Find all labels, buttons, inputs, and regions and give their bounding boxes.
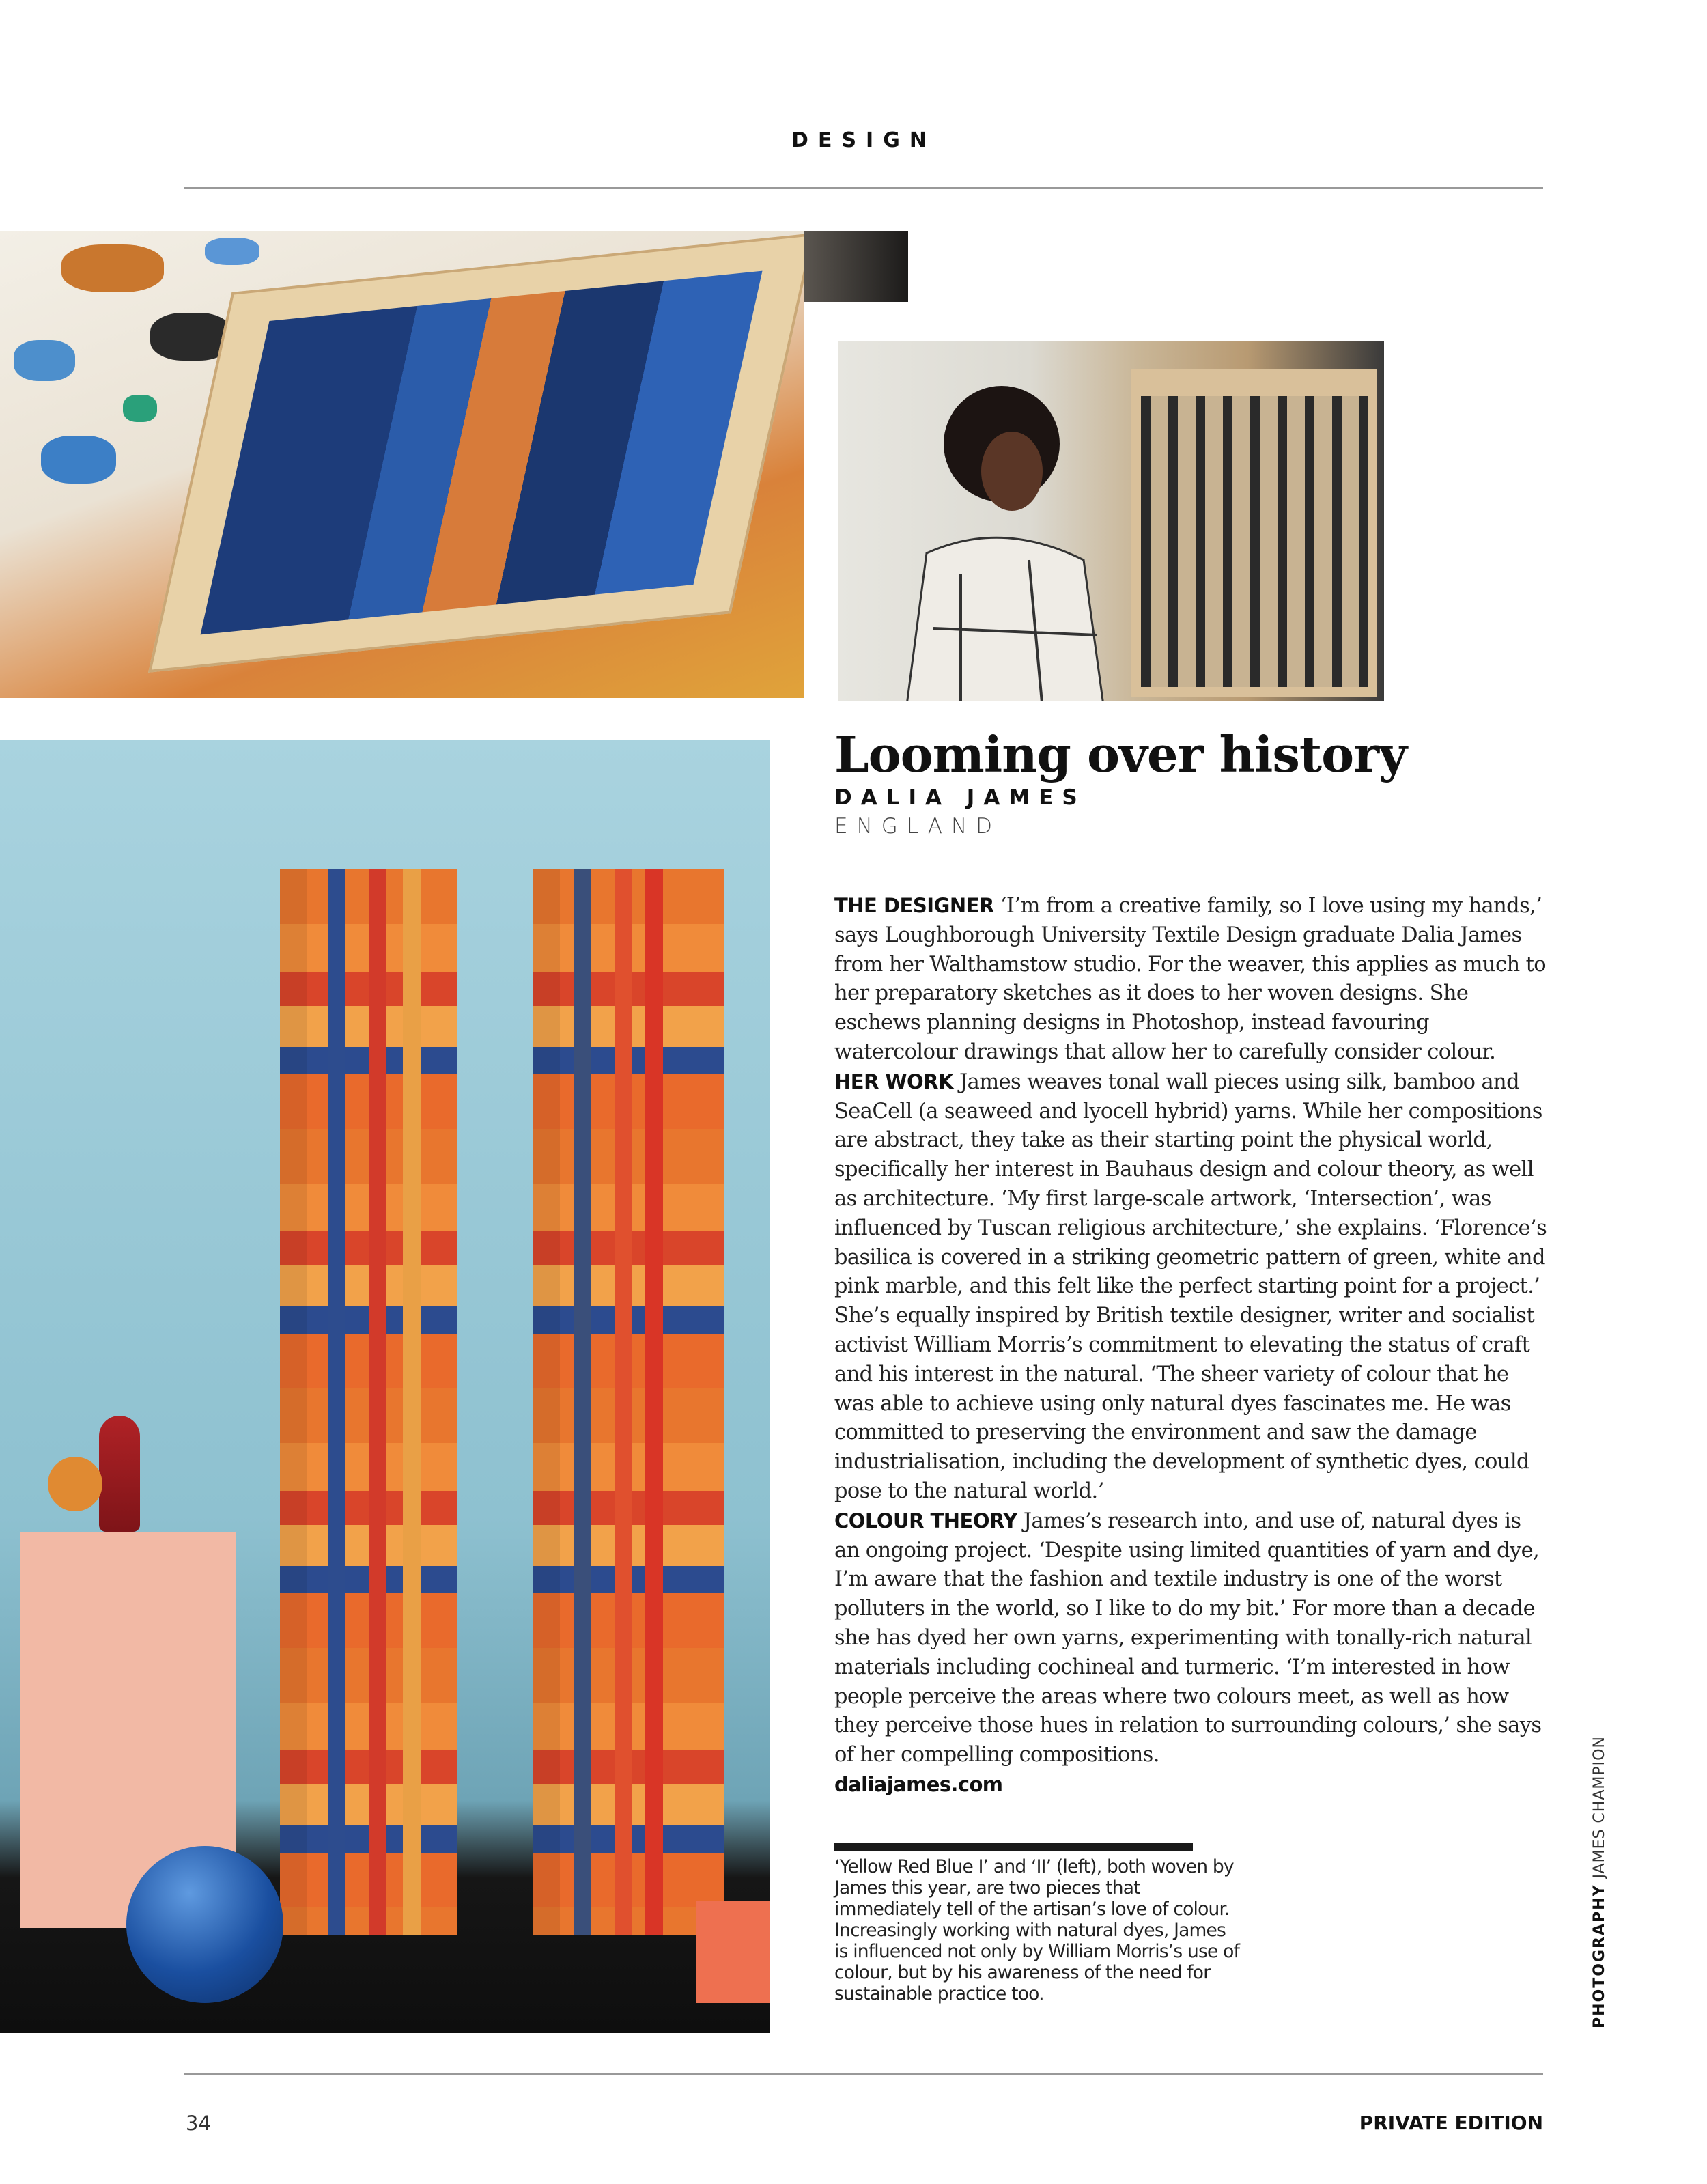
paragraph-colour-theory: [834, 1507, 1551, 1770]
woven-piece-yellow-red-blue-ii: [533, 869, 724, 1935]
paragraph-her-work: [834, 1067, 1551, 1507]
designer-name: DALIA JAMES: [834, 785, 1086, 810]
publication-name: PRIVATE EDITION: [1359, 2112, 1543, 2134]
paragraph-the-designer: [834, 891, 1551, 1067]
section-heading: DESIGN: [791, 128, 936, 152]
article-body: [834, 891, 1551, 1800]
red-vase: [99, 1416, 140, 1532]
paragraph-text: James weaves tonal wall pieces using silk, bamboo and SeaCell (a seaweed and lyocell hybrid) yarns. While her compositions are abstract, they take as their starting point the physical world, specifically her interest in Bauhaus design and colour theory, as well as architecture. ‘My first large-scale artwork, ‘Intersection’, was influenced by Tuscan religious architecture,’ she explains. ‘Florence’s basilica is covered in a striking geometric pattern of green, white and pink marble, and this felt like the perfect starting point for a project.’ She’s equally inspired by British textile designer, writer and socialist activist William Morris’s commitment to elevating the status of craft and his interest in the natural. ‘The sheer variety of colour that he was able to achieve using only natural dyes fascinates me. He was committed to preserving the environment and saw the damage industrialisation, including the development of synthetic dyes, could pose to the natural world.’: [834, 1069, 1547, 1503]
photo-caption: ‘Yellow Red Blue I’ and ‘II’ (left), both woven by James this year, are two pieces that immediately tell of the artisan’s love of colour. Increasingly working with natural dyes, James is influenced not only by William Morris’s use of colour, but by his awareness of the need for sustainable practice too.: [834, 1856, 1240, 2004]
designer-country: ENGLAND: [834, 814, 1002, 839]
orange-disc: [48, 1457, 102, 1511]
paragraph-text: ‘I’m from a creative family, so I love using my hands,’ says Loughborough University Textile Design graduate Dalia James from her Walthamstow studio. For the weaver, this applies as much to her preparatory sketches as it does to her woven designs. She eschews planning designs in Photoshop, instead favouring watercolour drawings that allow her to carefully consider colour.: [834, 894, 1547, 1064]
caption-bar: [834, 1843, 1193, 1851]
photo-woven-pillars: [0, 740, 770, 2033]
designer-figure: [879, 369, 1125, 701]
photo-credit: [1591, 1736, 1608, 2028]
paragraph-text: James’s research into, and use of, natural dyes is an ongoing project. ‘Despite using limited quantities of yarn and dye, I’m aware that the fashion and textile industry is one of the worst polluters in the world, so I like to do my bit.’ For more than a decade she has dyed her own yarns, experimenting with tonally-rich natural materials including cochineal and turmeric. ‘I’m interested in how people perceive the areas where two colours meet, as well as how they perceive those hues in relation to surrounding colours,’ she says of her compelling compositions.: [834, 1509, 1542, 1767]
photo-corner-extension: [804, 231, 908, 302]
lead-in: THE DESIGNER: [834, 894, 994, 917]
header-rule: [184, 187, 1543, 189]
woven-piece-yellow-red-blue-i: [280, 869, 457, 1935]
credit-name: JAMES CHAMPION: [1591, 1736, 1608, 1884]
photo-designer-at-loom: [838, 341, 1384, 701]
coral-block: [696, 1901, 770, 2003]
credit-label: PHOTOGRAPHY: [1591, 1884, 1608, 2028]
website-link[interactable]: daliajames.com: [834, 1772, 1003, 1796]
photo-woven-box-on-watercolours: [0, 231, 804, 698]
lead-in: HER WORK: [834, 1069, 953, 1093]
footer-rule: [184, 2073, 1543, 2075]
page-number: 34: [186, 2112, 211, 2135]
blue-sphere: [126, 1846, 283, 2003]
lead-in: COLOUR THEORY: [834, 1509, 1017, 1532]
article-title: Looming over history: [834, 725, 1407, 783]
